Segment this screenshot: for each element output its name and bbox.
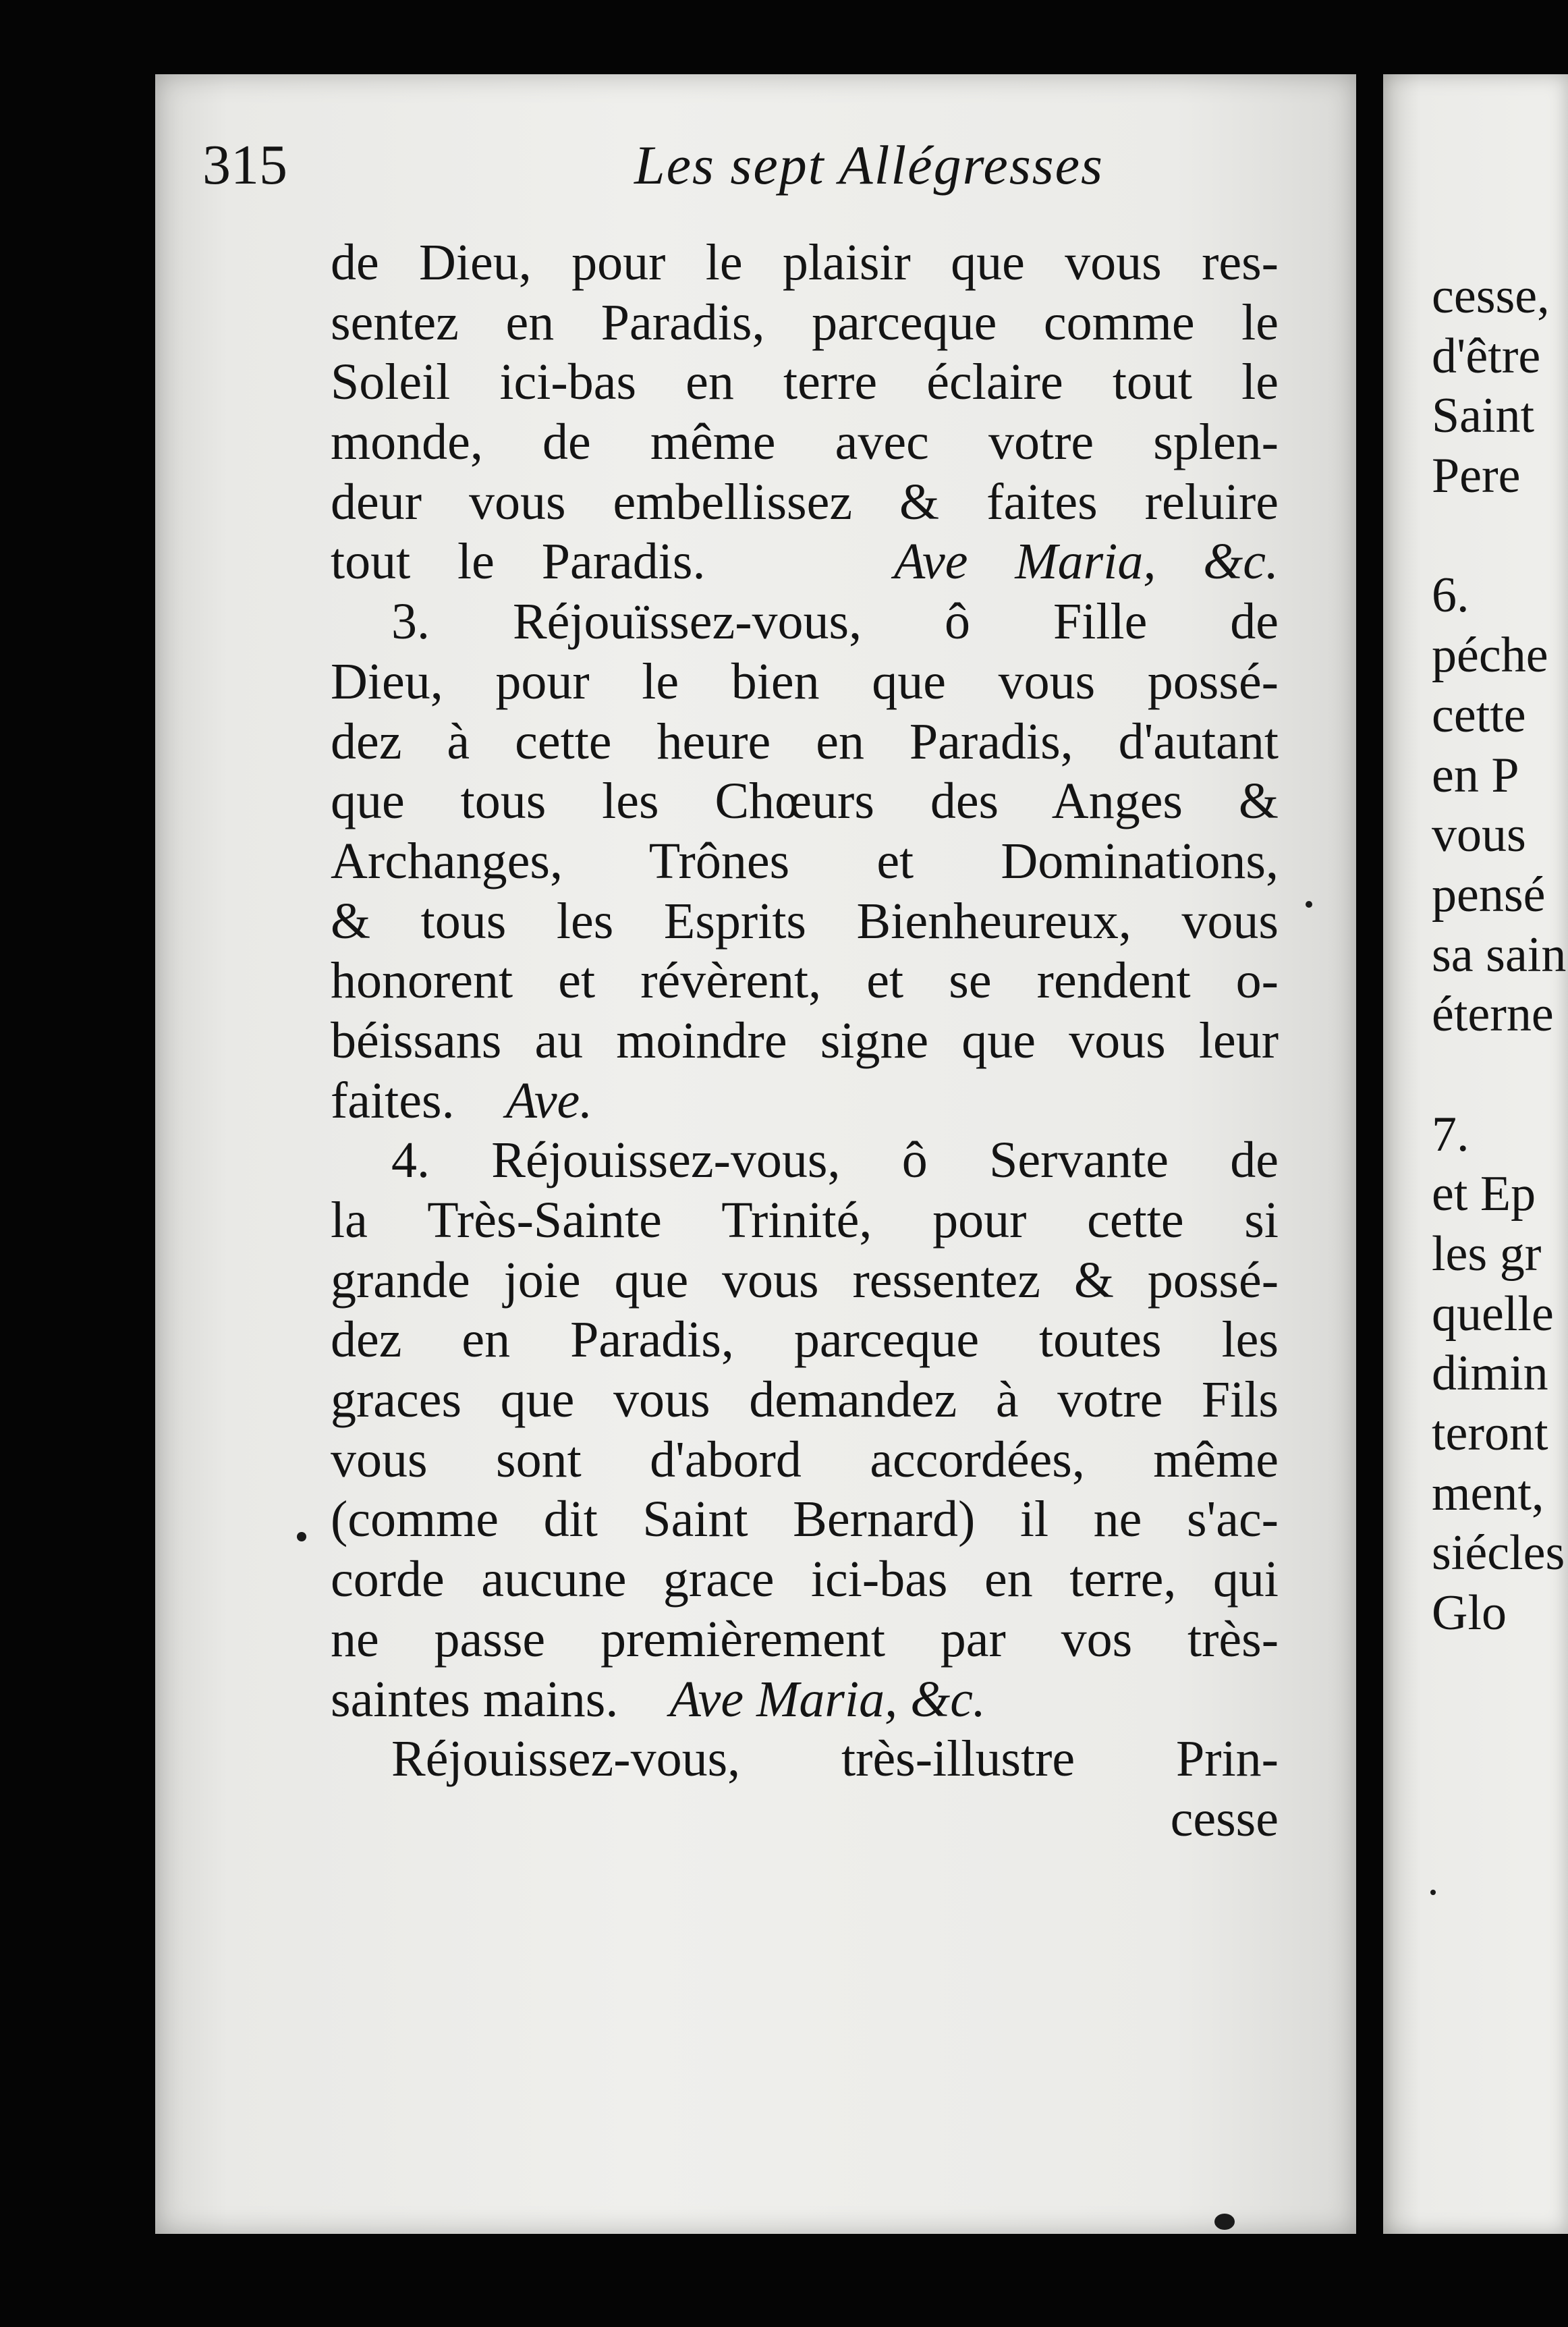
text-line: ne passe premièrement par vos très-	[331, 1610, 1279, 1668]
text-line: honorent et révèrent, et se rendent o-	[331, 952, 1279, 1010]
facing-page-text	[1432, 267, 1568, 1643]
facing-line: dimin	[1432, 1346, 1548, 1402]
main-text-block	[331, 233, 1279, 1849]
text-line: de Dieu, pour le plaisir que vous res-	[331, 234, 1279, 291]
ave-maria-refrain: Ave Maria, &c.	[669, 1670, 986, 1728]
ink-speck	[1430, 1890, 1436, 1895]
text-line: grande joie que vous ressentez & possé-	[331, 1251, 1279, 1309]
facing-line	[1432, 506, 1568, 566]
facing-line: vous	[1432, 807, 1526, 863]
facing-line: Glo	[1432, 1585, 1507, 1641]
text-fragment: faites.	[331, 1072, 455, 1129]
facing-line: péche	[1432, 628, 1548, 684]
facing-line: 7.	[1432, 1106, 1469, 1162]
text-line: graces que vous demandez à votre Fils	[331, 1371, 1279, 1429]
facing-line: cette	[1432, 687, 1526, 743]
text-line-with-ave	[331, 1670, 1279, 1730]
text-line-with-ave	[331, 1071, 1279, 1131]
ave-refrain: Ave.	[505, 1072, 593, 1129]
text-line: dez à cette heure en Paradis, d'autant	[331, 713, 1279, 770]
catchword: cesse	[1170, 1790, 1279, 1847]
text-line: Dieu, pour le bien que vous possé-	[331, 653, 1279, 710]
text-line-with-ave	[331, 532, 1279, 592]
facing-line: teront	[1432, 1406, 1548, 1462]
ink-speck	[1214, 2214, 1235, 2230]
facing-line: ment,	[1432, 1465, 1544, 1521]
text-line: vous sont d'abord accordées, même	[331, 1431, 1279, 1488]
facing-line	[1432, 1045, 1568, 1105]
text-line: (comme dit Saint Bernard) il ne s'ac-	[331, 1491, 1279, 1548]
text-line: & tous les Esprits Bienheureux, vous	[331, 892, 1279, 950]
ave-maria-refrain: Ave Maria, &c.	[893, 533, 1279, 591]
text-fragment: tout le Paradis.	[331, 533, 706, 591]
text-line: Archanges, Trônes et Dominations,	[331, 832, 1279, 889]
page-header	[202, 128, 1147, 216]
facing-line: siécles	[1432, 1525, 1565, 1581]
facing-line: Saint	[1432, 388, 1535, 444]
text-line: sentez en Paradis, parceque comme le	[331, 294, 1279, 351]
text-line: corde aucune grace ici-bas en terre, qui	[331, 1551, 1279, 1608]
running-title: Les sept Allégresses	[634, 134, 1104, 196]
facing-line: sa sain	[1432, 927, 1567, 983]
text-fragment: saintes mains.	[331, 1670, 619, 1728]
text-line-paragraph-4: 4. Réjouissez-vous, ô Servante de	[391, 1132, 1279, 1189]
facing-line: pensé	[1432, 867, 1546, 923]
facing-line: d'être	[1432, 328, 1541, 384]
text-line: deur vous embellissez & faites reluire	[331, 473, 1279, 530]
facing-line: et Ep	[1432, 1166, 1536, 1222]
facing-line: éterne	[1432, 987, 1554, 1043]
text-line: dez en Paradis, parceque toutes les	[331, 1311, 1279, 1369]
ink-speck	[297, 1532, 306, 1541]
facing-line: en P	[1432, 747, 1519, 803]
text-line: la Très-Sainte Trinité, pour cette si	[331, 1192, 1279, 1249]
text-line-paragraph-3: 3. Réjouïssez-vous, ô Fille de	[391, 593, 1279, 651]
facing-line: cesse,	[1432, 269, 1550, 324]
facing-line: Pere	[1432, 448, 1521, 504]
text-line: que tous les Chœurs des Anges &	[331, 773, 1279, 830]
text-line: béissans au moindre signe que vous leur	[331, 1012, 1279, 1069]
text-line: Soleil ici-bas en terre éclaire tout le	[331, 354, 1279, 411]
page-number: 315	[202, 134, 287, 196]
facing-line: les gr	[1432, 1226, 1542, 1282]
text-line-paragraph-5: Réjouissez-vous, très-illustre Prin-	[391, 1730, 1279, 1788]
facing-line: quelle	[1432, 1286, 1554, 1342]
ink-speck	[1306, 901, 1312, 908]
text-line: monde, de même avec votre splen-	[331, 414, 1279, 471]
facing-line: 6.	[1432, 568, 1469, 624]
